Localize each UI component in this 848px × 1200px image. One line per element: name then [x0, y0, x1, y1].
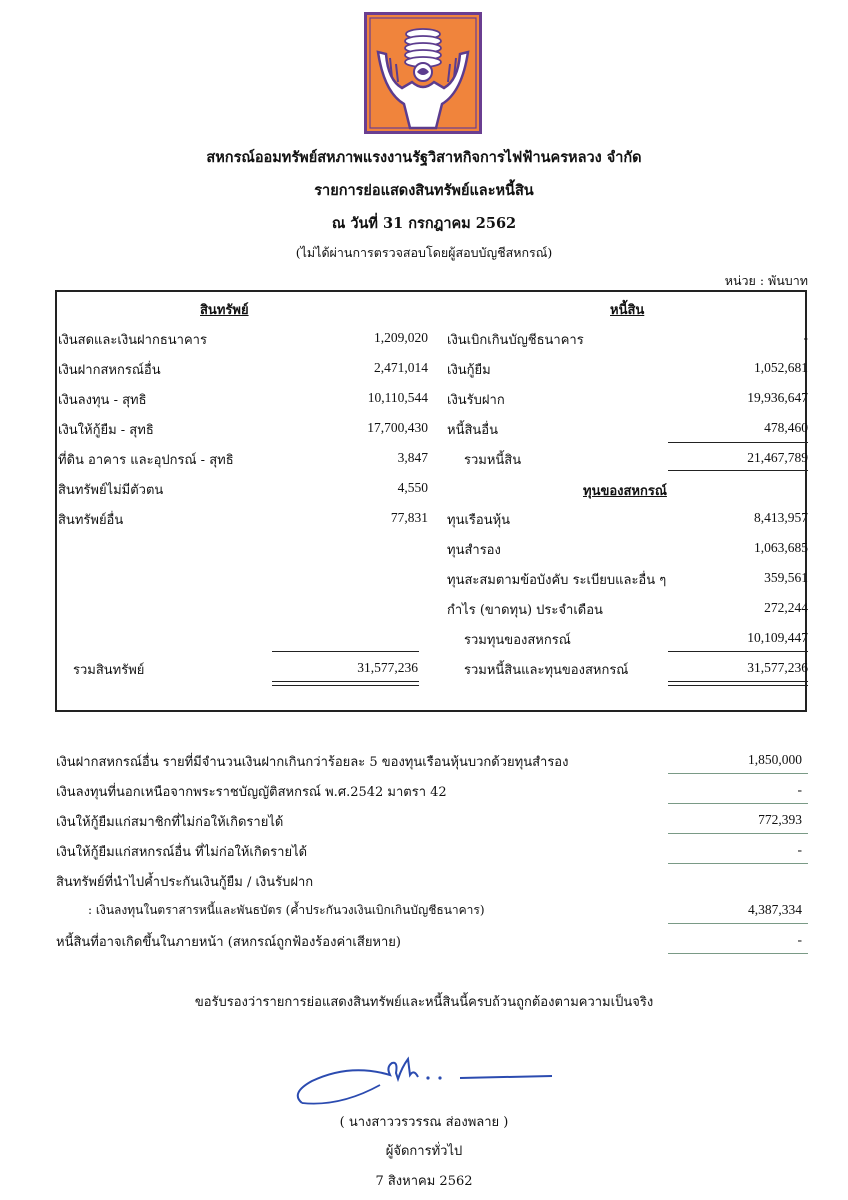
equity-value: 359,561	[764, 570, 808, 585]
report-date: ณ วันที่ 31 กรกฎาคม 2562	[331, 215, 517, 232]
total-liabilities-value: 21,467,789	[747, 450, 808, 465]
note-label: เงินลงทุนที่นอกเหนือจากพระราชบัญญัติสหกรณ์ พ.ศ.2542 มาตรา 42	[56, 785, 447, 800]
asset-value: 17,700,430	[367, 420, 428, 435]
note-rule	[668, 833, 808, 834]
total-equity-label: รวมทุนของสหกรณ์	[464, 633, 571, 648]
asset-label: สินทรัพย์อื่น	[58, 513, 124, 528]
organization-logo	[364, 12, 482, 134]
equity-value: 1,063,685	[754, 540, 808, 555]
note-rule	[668, 863, 808, 864]
balance-sheet-table	[55, 290, 807, 712]
asset-label: เงินสดและเงินฝากธนาคาร	[58, 333, 207, 348]
signer-name: ( นางสาววรวรรณ ส่องพลาย )	[339, 1115, 509, 1130]
equity-value: 272,244	[764, 600, 808, 615]
liability-value: -	[803, 330, 808, 345]
organization-name: สหกรณ์ออมทรัพย์สหภาพแรงงานรัฐวิสาหกิจการไฟฟ้านครหลวง จำกัด	[206, 149, 642, 166]
note-rule	[668, 773, 808, 774]
equity-label: ทุนสะสมตามข้อบังคับ ระเบียบและอื่น ๆ	[447, 573, 667, 588]
liability-label: เงินเบิกเกินบัญชีธนาคาร	[447, 333, 584, 348]
double-rule	[668, 685, 808, 686]
equity-label: กำไร (ขาดทุน) ประจำเดือน	[447, 603, 603, 618]
note-label: : เงินลงทุนในตราสารหนี้และพันธบัตร (ค้ำประกันวงเงินเบิกเกินบัญชีธนาคาร)	[88, 903, 485, 917]
signed-date: 7 สิงหาคม 2562	[375, 1174, 473, 1189]
liability-value: 478,460	[764, 420, 808, 435]
equity-label: ทุนสำรอง	[447, 543, 501, 558]
note-label: เงินฝากสหกรณ์อื่น รายที่มีจำนวนเงินฝากเกินกว่าร้อยละ 5 ของทุนเรือนหุ้นบวกด้วยทุนสำรอง	[56, 755, 569, 770]
asset-value: 77,831	[390, 510, 428, 525]
asset-value: 3,847	[397, 450, 428, 465]
equity-value: 8,413,957	[754, 510, 808, 525]
asset-value: 2,471,014	[374, 360, 428, 375]
double-rule	[272, 685, 419, 686]
note-label: หนี้สินที่อาจเกิดขึ้นในภายหน้า (สหกรณ์ถูกฟ้องร้องค่าเสียหาย)	[56, 935, 401, 950]
note-label: สินทรัพย์ที่นำไปค้ำประกันเงินกู้ยืม / เงินรับฝาก	[56, 875, 314, 890]
note-label: เงินให้กู้ยืมแก่สหกรณ์อื่น ที่ไม่ก่อให้เกิดรายได้	[56, 845, 308, 860]
assets-heading: สินทรัพย์	[200, 303, 249, 318]
note-label: เงินให้กู้ยืมแก่สมาชิกที่ไม่ก่อให้เกิดรายได้	[56, 815, 284, 830]
certification-text: ขอรับรองว่ารายการย่อแสดงสินทรัพย์และหนี้สินนี้ครบถ้วนถูกต้องตามความเป็นจริง	[194, 995, 654, 1010]
subtotal-rule	[668, 442, 808, 443]
total-liabilities-label: รวมหนี้สิน	[464, 453, 522, 468]
total-rule	[668, 651, 808, 652]
grand-total-label: รวมหนี้สินและทุนของสหกรณ์	[464, 663, 629, 678]
unit-label: หน่วย : พันบาท	[724, 273, 808, 288]
asset-value: 1,209,020	[374, 330, 428, 345]
total-rule	[272, 651, 419, 652]
asset-label: เงินฝากสหกรณ์อื่น	[58, 363, 161, 378]
signature	[290, 1045, 560, 1110]
signer-title: ผู้จัดการทั่วไป	[385, 1144, 463, 1159]
note-value: -	[797, 782, 802, 797]
note-rule	[668, 803, 808, 804]
equity-heading: ทุนของสหกรณ์	[583, 484, 667, 499]
liabilities-heading: หนี้สิน	[610, 303, 645, 318]
double-rule	[272, 681, 419, 682]
note-value: -	[797, 932, 802, 947]
liability-value: 1,052,681	[754, 360, 808, 375]
asset-value: 4,550	[397, 480, 428, 495]
note-rule	[668, 953, 808, 954]
equity-label: ทุนเรือนหุ้น	[447, 513, 511, 528]
liability-label: หนี้สินอื่น	[447, 423, 498, 438]
note-value: 1,850,000	[748, 752, 802, 767]
note-rule	[668, 923, 808, 924]
audit-note: (ไม่ได้ผ่านการตรวจสอบโดยผู้สอบบัญชีสหกรณ์)	[295, 245, 553, 260]
liability-label: เงินรับฝาก	[447, 393, 505, 408]
note-value: -	[797, 842, 802, 857]
total-assets-label: รวมสินทรัพย์	[73, 663, 145, 678]
note-value: 4,387,334	[748, 902, 802, 917]
total-equity-value: 10,109,447	[747, 630, 808, 645]
asset-label: เงินลงทุน - สุทธิ	[58, 393, 147, 408]
subtotal-rule	[668, 470, 808, 471]
asset-value: 10,110,544	[367, 390, 428, 405]
liability-label: เงินกู้ยืม	[447, 363, 491, 378]
asset-label: ที่ดิน อาคาร และอุปกรณ์ - สุทธิ	[58, 453, 234, 468]
grand-total-value: 31,577,236	[747, 660, 808, 675]
double-rule	[668, 681, 808, 682]
report-title: รายการย่อแสดงสินทรัพย์และหนี้สิน	[314, 182, 534, 199]
total-assets-value: 31,577,236	[357, 660, 418, 675]
asset-label: สินทรัพย์ไม่มีตัวตน	[58, 483, 164, 498]
note-value: 772,393	[758, 812, 802, 827]
liability-value: 19,936,647	[747, 390, 808, 405]
asset-label: เงินให้กู้ยืม - สุทธิ	[58, 423, 154, 438]
